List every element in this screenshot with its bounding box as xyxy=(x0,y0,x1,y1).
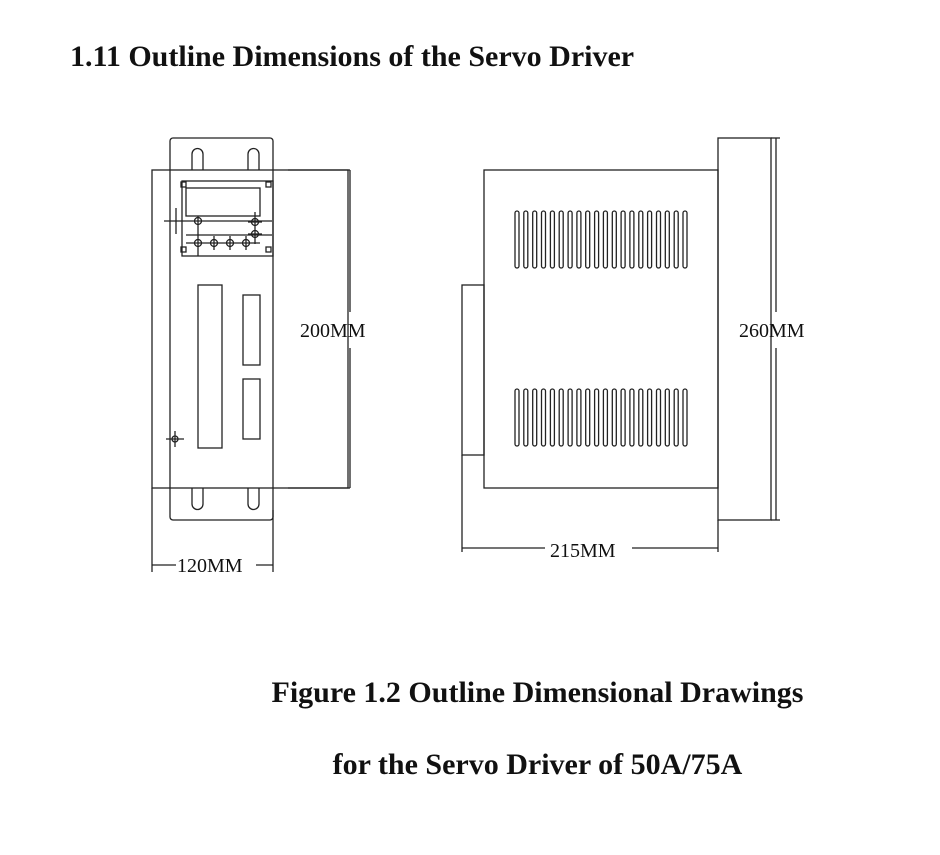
vent-slot xyxy=(595,211,599,268)
vent-slot xyxy=(533,211,537,268)
vent-slot xyxy=(665,211,669,268)
vent-slot xyxy=(515,211,519,268)
side-height-label: 260MM xyxy=(739,320,805,342)
vent-slot xyxy=(639,389,643,446)
connector-lower xyxy=(243,379,260,439)
vent-slot xyxy=(612,389,616,446)
vent-slot xyxy=(683,389,687,446)
bottom-slot-right xyxy=(248,488,259,510)
vent-slot xyxy=(683,211,687,268)
vent-slot xyxy=(639,211,643,268)
vent-slot xyxy=(657,389,661,446)
vent-slot xyxy=(586,211,590,268)
vent-slot xyxy=(630,389,634,446)
top-slot-left xyxy=(192,149,203,171)
vent-slot xyxy=(559,389,563,446)
vent-slot xyxy=(568,211,572,268)
vent-slot xyxy=(550,211,554,268)
vent-slot xyxy=(648,211,652,268)
front-height-label: 200MM xyxy=(300,320,366,342)
section-heading: 1.11 Outline Dimensions of the Servo Driver xyxy=(70,40,635,73)
display-window xyxy=(186,188,260,216)
side-depth-label: 215MM xyxy=(550,540,616,562)
vent-slot xyxy=(612,211,616,268)
vent-slot xyxy=(657,211,661,268)
vent-slot xyxy=(568,389,572,446)
vent-slot xyxy=(577,389,581,446)
connector-large xyxy=(198,285,222,448)
side-front-panel xyxy=(462,285,484,455)
vent-slot xyxy=(542,211,546,268)
vent-slot xyxy=(533,389,537,446)
top-slot-right xyxy=(248,149,259,171)
vent-slot xyxy=(524,389,528,446)
vent-slot xyxy=(603,389,607,446)
screw-mark xyxy=(166,431,184,447)
connector-upper xyxy=(243,295,260,365)
front-width-label: 120MM xyxy=(177,555,243,577)
vent-slot xyxy=(515,389,519,446)
vent-slot xyxy=(524,211,528,268)
vent-slots-lower xyxy=(515,389,687,446)
vent-slot xyxy=(577,211,581,268)
vent-slot xyxy=(674,389,678,446)
bottom-slot-left xyxy=(192,488,203,510)
side-view xyxy=(462,138,771,520)
vent-slot xyxy=(595,389,599,446)
figure-caption-line1: Figure 1.2 Outline Dimensional Drawings xyxy=(271,676,804,709)
vent-slot xyxy=(621,211,625,268)
vent-slot xyxy=(559,211,563,268)
vent-slot xyxy=(586,389,590,446)
vent-slot xyxy=(674,211,678,268)
vent-slot xyxy=(550,389,554,446)
vent-slot xyxy=(603,211,607,268)
vent-slot xyxy=(648,389,652,446)
display-panel xyxy=(164,181,273,256)
vent-slot xyxy=(665,389,669,446)
vent-slot xyxy=(542,389,546,446)
vent-slot xyxy=(621,389,625,446)
figure-caption-line2: for the Servo Driver of 50A/75A xyxy=(332,748,743,781)
vent-slots-upper xyxy=(515,211,687,268)
vent-slot xyxy=(630,211,634,268)
